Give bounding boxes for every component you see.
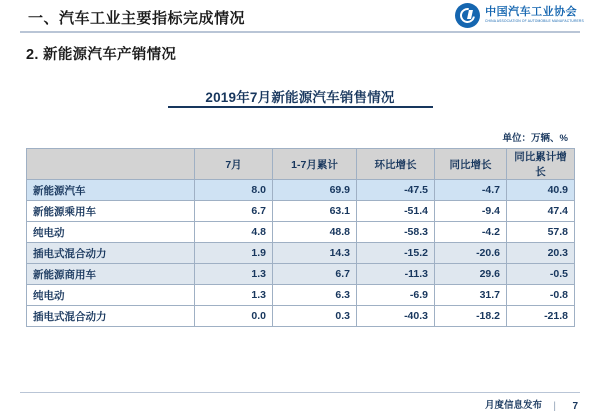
cell-mom-growth: -11.3	[357, 264, 435, 285]
cell-month: 6.7	[195, 201, 273, 222]
column-header-yoy-cumulative-growth: 同比累计增长	[507, 149, 575, 180]
page-number: 7	[572, 401, 578, 412]
table-row	[27, 285, 575, 306]
slide-header	[0, 0, 600, 34]
cell-yoy-growth: 29.6	[435, 264, 507, 285]
cell-yoy-cumulative-growth: 20.3	[507, 243, 575, 264]
row-label: 插电式混合动力	[27, 306, 195, 327]
logo-text-block	[485, 7, 586, 24]
cell-mom-growth: -40.3	[357, 306, 435, 327]
header-divider	[20, 31, 580, 33]
column-header-category	[27, 149, 195, 180]
cell-yoy-growth: -4.7	[435, 180, 507, 201]
row-label: 纯电动	[27, 222, 195, 243]
caam-logo-icon	[455, 3, 480, 28]
cell-yoy-cumulative-growth: -0.5	[507, 264, 575, 285]
table-header-row	[27, 149, 575, 180]
caam-logo	[455, 3, 586, 28]
column-header-cumulative: 1-7月累计	[273, 149, 357, 180]
cell-yoy-cumulative-growth: 57.8	[507, 222, 575, 243]
footer-separator: |	[553, 401, 556, 412]
column-header-yoy-growth: 同比增长	[435, 149, 507, 180]
table-row	[27, 306, 575, 327]
logo-label-cn: 中国汽车工业协会	[485, 5, 578, 18]
cell-month: 4.8	[195, 222, 273, 243]
cell-yoy-cumulative-growth: 47.4	[507, 201, 575, 222]
table-title: 2019年7月新能源汽车销售情况	[205, 90, 395, 105]
cell-month: 1.9	[195, 243, 273, 264]
cell-cumulative: 14.3	[273, 243, 357, 264]
cell-yoy-growth: -9.4	[435, 201, 507, 222]
row-label: 插电式混合动力	[27, 243, 195, 264]
table-row	[27, 222, 575, 243]
cell-cumulative: 48.8	[273, 222, 357, 243]
column-header-mom-growth: 环比增长	[357, 149, 435, 180]
logo-label-en: CHINA ASSOCIATION OF AUTOMOBILE MANUFACTURERS	[485, 19, 584, 24]
table-row	[27, 243, 575, 264]
footer-divider-rule	[20, 392, 580, 394]
footer-label: 月度信息发布	[484, 400, 542, 411]
cell-month: 0.0	[195, 306, 273, 327]
row-label: 纯电动	[27, 285, 195, 306]
table-row	[27, 201, 575, 222]
cell-yoy-growth: -20.6	[435, 243, 507, 264]
cell-cumulative: 63.1	[273, 201, 357, 222]
cell-cumulative: 69.9	[273, 180, 357, 201]
cell-yoy-cumulative-growth: -0.8	[507, 285, 575, 306]
cell-yoy-growth: 31.7	[435, 285, 507, 306]
page-title: 一、汽车工业主要指标完成情况	[28, 10, 246, 27]
new-energy-vehicle-sales-table	[26, 148, 575, 327]
unit-note: 单位：万辆、%	[502, 133, 568, 144]
table-row	[27, 264, 575, 285]
cell-yoy-cumulative-growth: -21.8	[507, 306, 575, 327]
cell-yoy-cumulative-growth: 40.9	[507, 180, 575, 201]
cell-mom-growth: -6.9	[357, 285, 435, 306]
cell-cumulative: 6.7	[273, 264, 357, 285]
cell-month: 8.0	[195, 180, 273, 201]
section-heading: 2. 新能源汽车产销情况	[26, 47, 177, 63]
cell-mom-growth: -15.2	[357, 243, 435, 264]
column-header-month: 7月	[195, 149, 273, 180]
row-label: 新能源乘用车	[27, 201, 195, 222]
cell-cumulative: 6.3	[273, 285, 357, 306]
cell-mom-growth: -58.3	[357, 222, 435, 243]
cell-yoy-growth: -4.2	[435, 222, 507, 243]
row-label: 新能源商用车	[27, 264, 195, 285]
cell-yoy-growth: -18.2	[435, 306, 507, 327]
table-row	[27, 180, 575, 201]
row-label: 新能源汽车	[27, 180, 195, 201]
cell-mom-growth: -47.5	[357, 180, 435, 201]
cell-cumulative: 0.3	[273, 306, 357, 327]
cell-month: 1.3	[195, 285, 273, 306]
cell-mom-growth: -51.4	[357, 201, 435, 222]
cell-month: 1.3	[195, 264, 273, 285]
table-title-underline	[168, 106, 433, 108]
